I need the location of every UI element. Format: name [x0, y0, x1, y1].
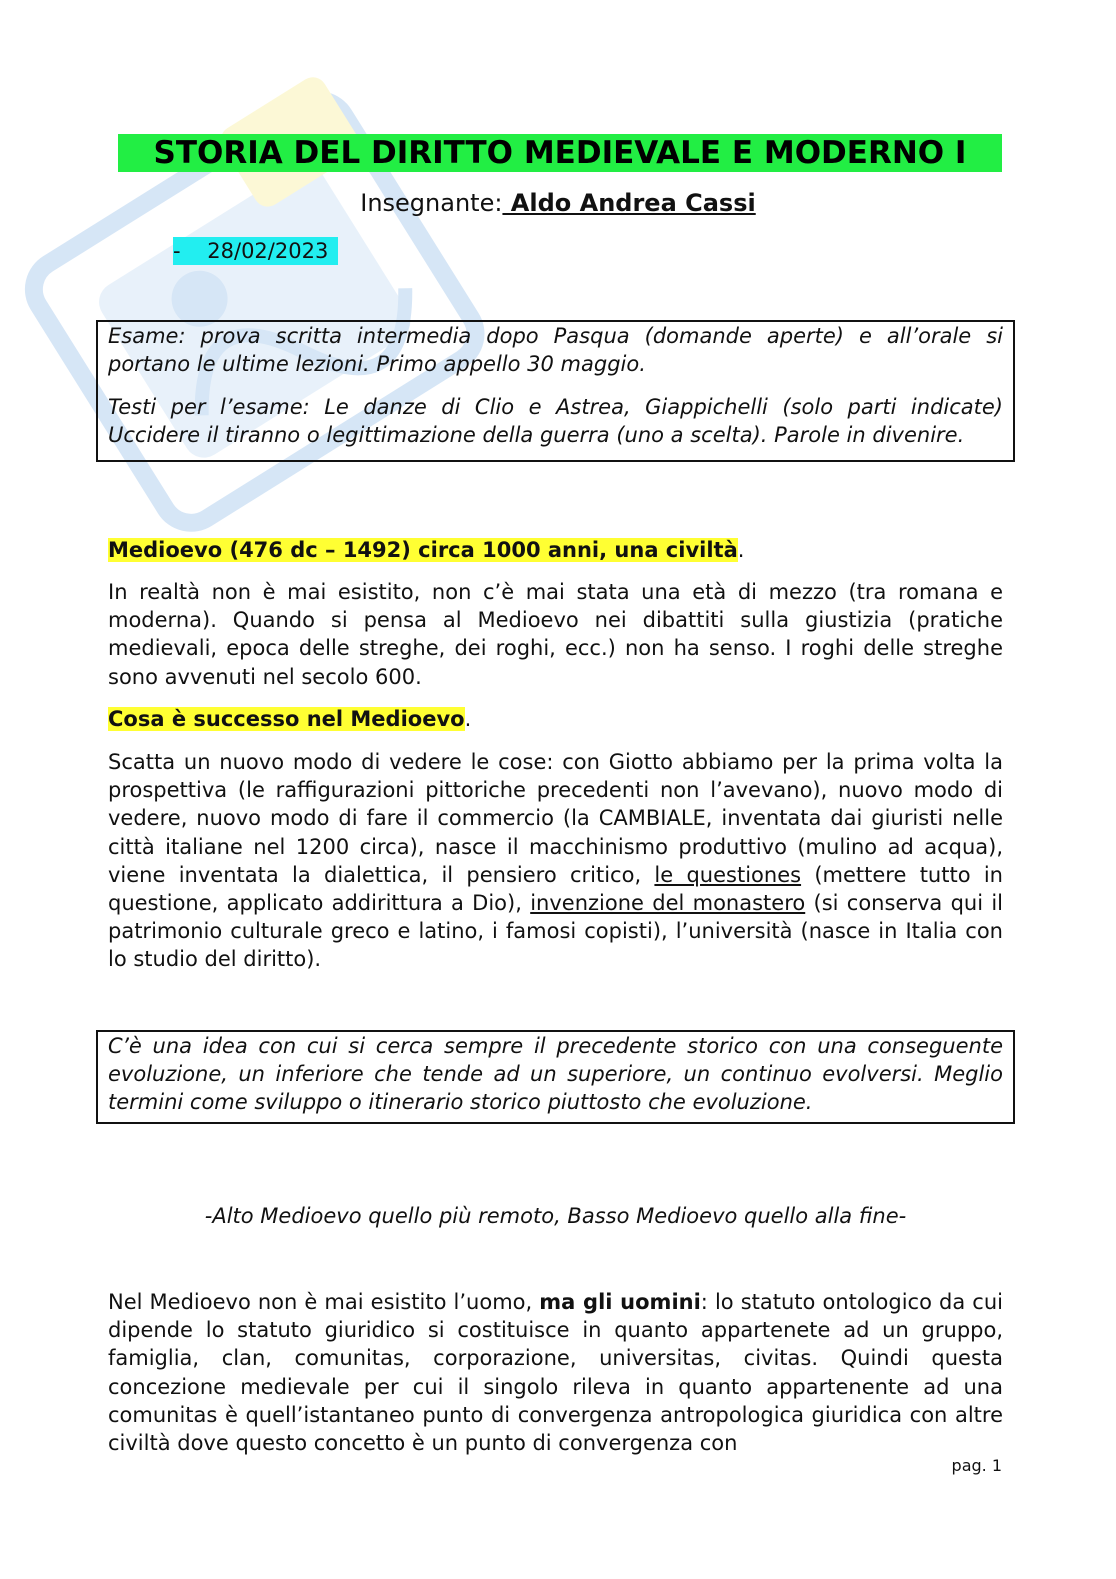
- medioevo-heading-period: .: [737, 538, 745, 562]
- lecture-date: - 28/02/2023: [173, 237, 338, 265]
- paragraph-nel-medioevo: [108, 1288, 1003, 1457]
- nel-text-bold: ma gli uomini: [539, 1290, 701, 1314]
- paragraph-scatta: [108, 748, 1003, 974]
- medioevo-heading: [108, 536, 1003, 564]
- exam-texts-text: Testi per l’esame: Le danze di Clio e Astrea, Giappichelli (solo parti indicate) Uccidere il tiranno o legittimazione della guerra (uno a scelta). Parole in divenire.: [108, 395, 1003, 448]
- teacher-name: Aldo Andrea Cassi: [502, 189, 756, 217]
- paragraph-realta: In realtà non è mai esistito, non c’è mai stata una età di mezzo (tra romana e moderna). Quando si pensa al Medioevo nei dibattiti sulla giustizia (pratiche medievali, epoca delle streghe, dei roghi, ecc.) non ha senso. I roghi delle streghe sono avvenuti nel secolo 600.: [108, 580, 1003, 689]
- teacher-label: Insegnante:: [360, 189, 503, 217]
- document-title: STORIA DEL DIRITTO MEDIEVALE E MODERNO I: [118, 134, 1002, 172]
- scatta-text-c: (si conserva qui il patrimonio culturale greco e latino, i famosi copisti), l’università (nasce in Italia con lo studio del diritto).: [108, 891, 1004, 972]
- monastero-underlined: invenzione del monastero: [530, 891, 806, 916]
- exam-info-text: Esame: prova scritta intermedia dopo Pasqua (domande aperte) e all’orale si portano le ultime lezioni. Primo appello 30 maggio.: [108, 324, 1003, 377]
- scatta-text-b: (mettere tutto in questione, applicato addirittura a Dio),: [108, 862, 1003, 916]
- page-number: pag. 1: [951, 1456, 1002, 1475]
- medioevo-heading-text: Medioevo (476 dc – 1492) circa 1000 anni, una civiltà: [108, 538, 738, 562]
- nel-text-b: : lo statuto ontologico da cui dipende lo statuto giuridico si costituisce in quanto appartenete ad un gruppo, famiglia, clan, comunitas, corporazione, universitas, civitas. Quindi questa concezione medievale per cui il singolo rileva in quanto appartenente ad una comunitas è quell’istantaneo punto di convergenza antropologica giuridica con altre civiltà dove questo concetto è un punto di convergenza con: [108, 1290, 1003, 1456]
- nel-text-a: Nel Medioevo non è mai esistito l’uomo,: [108, 1290, 540, 1314]
- cosa-heading-text: Cosa è successo nel Medioevo: [108, 707, 465, 731]
- cosa-heading: [108, 705, 1003, 733]
- scatta-text-a: Scatta un nuovo modo di vedere le cose: con Giotto abbiamo per la prima volta la prospettiva (le raffigurazioni pittoriche precedenti non l’avevano), nuovo modo di vedere, nuovo modo di fare il commercio (la CAMBIALE, inventata dai giuristi nelle città italiane nel 1200 circa), nasce il macchinismo produttivo (mulino ad acqua), viene inventata la dialettica, il pensiero critico,: [108, 750, 1003, 887]
- alto-basso-note: -Alto Medioevo quello più remoto, Basso Medioevo quello alla fine-: [204, 1204, 907, 1228]
- teacher-line: [0, 188, 1116, 218]
- questiones-underlined: le questiones: [654, 862, 802, 887]
- cosa-heading-period: .: [464, 707, 472, 731]
- idea-box-text: C’è una idea con cui si cerca sempre il precedente storico con una conseguente evoluzione, un inferiore che tende ad un superiore, un continuo evolversi. Meglio termini come sviluppo o itinerario storico piuttosto che evoluzione.: [108, 1034, 1003, 1115]
